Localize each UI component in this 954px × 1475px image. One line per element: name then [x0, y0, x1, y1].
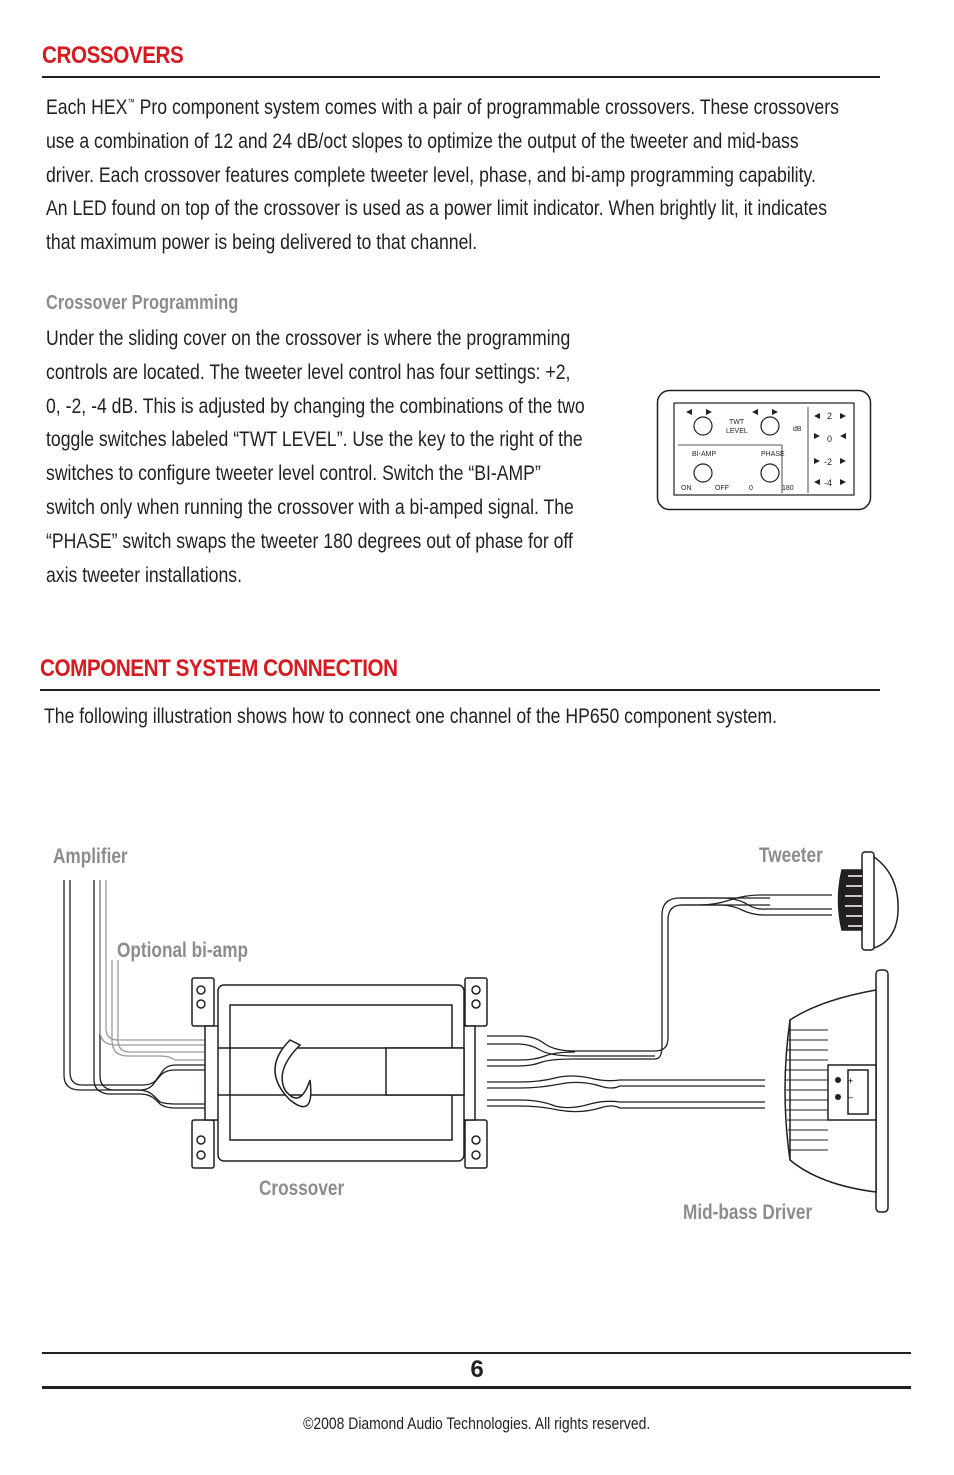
- terminal-plus-label: +: [848, 1076, 854, 1086]
- level-minus2: -2: [824, 457, 833, 467]
- twt-switch-1-icon: [694, 417, 712, 435]
- level-plus2: 2: [827, 411, 833, 421]
- amplifier-label: Amplifier: [53, 845, 128, 868]
- phase-switch-icon: [761, 464, 779, 482]
- crossovers-intro: Each HEX™ Pro component system comes with a pair of programmable crossovers. These crossovers use a combination of 12 and 24 dB/oct slopes to optimize the output of the tweeter and mid-bass driver. Each crossover features complete tweeter level, phase, and bi-amp programming capability. An LED found on top of the crossover is used as a power limit indicator. When brightly lit, it indicates that maximum power is being delivered to that channel.: [46, 95, 839, 255]
- programming-text: Under the sliding cover on the crossover is where the programming controls are located. The tweeter level control has four settings: +2, 0, -2, -4 dB. This is adjusted by changing the combinations of the two toggle switches labeled “TWT LEVEL”. Use the key to the right of the switches to configure tweeter level control. Switch the “BI-AMP” switch only when running the crossover with a bi-amped signal. The “PHASE” switch swaps the tweeter 180 degrees out of phase for off axis tweeter installations.: [46, 326, 585, 587]
- off-label: OFF: [715, 485, 729, 492]
- crossover-icon: [192, 978, 487, 1168]
- optional-biamp-label: Optional bi-amp: [117, 939, 249, 962]
- connection-rule: [40, 689, 880, 691]
- programming-subhead: Crossover Programming: [46, 292, 239, 314]
- twt-label-2: LEVEL: [726, 428, 748, 435]
- wiring-diagram: [0, 820, 954, 1240]
- twt-label-1: TWT: [729, 419, 745, 426]
- terminal-plus-icon: [835, 1077, 841, 1083]
- level-0: 0: [827, 434, 833, 444]
- bi-amp-switch-icon: [694, 464, 712, 482]
- twt-switch-2-icon: [761, 417, 779, 435]
- trademark-symbol: ™: [127, 97, 135, 107]
- page-number: 6: [470, 1356, 484, 1383]
- midbass-label: Mid-bass Driver: [683, 1201, 813, 1224]
- terminal-minus-label: –: [848, 1092, 854, 1102]
- crossovers-rule: [42, 76, 880, 78]
- level-minus4: -4: [824, 478, 833, 488]
- footer-top-rule: [42, 1352, 911, 1354]
- crossover-label: Crossover: [259, 1177, 345, 1200]
- bi-amp-label: BI-AMP: [692, 451, 717, 458]
- connection-heading: COMPONENT SYSTEM CONNECTION: [40, 655, 398, 682]
- one-eighty-label: 180: [782, 485, 794, 492]
- terminal-minus-icon: [835, 1094, 841, 1100]
- on-label: ON: [681, 485, 692, 492]
- midbass-driver-icon: [785, 970, 888, 1212]
- copyright: ©2008 Diamond Audio Technologies. All rights reserved.: [303, 1414, 651, 1433]
- db-label: dB: [793, 426, 802, 433]
- footer-bottom-rule: [42, 1386, 911, 1389]
- connection-text: The following illustration shows how to connect one channel of the HP650 component system.: [44, 704, 778, 728]
- zero-label: 0: [749, 485, 753, 492]
- tweeter-label: Tweeter: [759, 844, 823, 867]
- crossovers-heading: CROSSOVERS: [42, 42, 184, 69]
- switch-panel-diagram: [656, 389, 872, 511]
- tweeter-icon: [839, 852, 899, 950]
- phase-label: PHASE: [761, 451, 785, 458]
